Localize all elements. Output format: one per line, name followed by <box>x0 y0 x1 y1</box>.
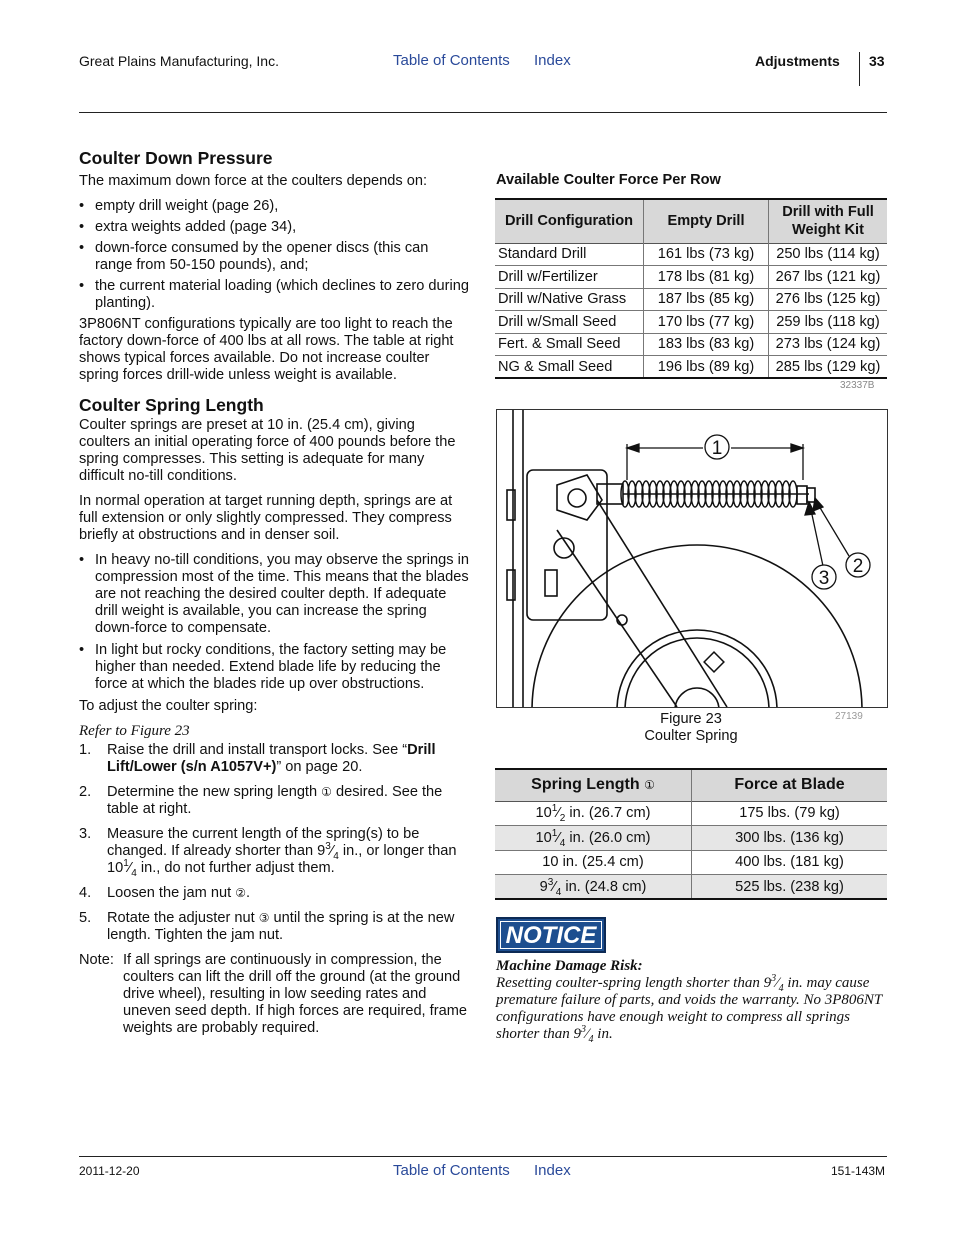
force-table-body <box>495 243 887 378</box>
intro-text: The maximum down force at the coulters depends on: <box>79 173 427 189</box>
coulter-spring-figure <box>496 409 888 708</box>
callout-2-icon: ② <box>235 886 246 900</box>
footer-document-number: 151-143M <box>831 1164 886 1178</box>
step-item <box>79 784 469 818</box>
figure-title: Coulter Spring <box>644 728 738 744</box>
table-cell: Drill w/Native Grass <box>495 288 644 311</box>
figure-caption <box>586 711 796 745</box>
column-header <box>495 769 692 801</box>
step-text: Determine the new spring length <box>107 784 322 800</box>
table-cell: 187 lbs (85 kg) <box>644 288 769 311</box>
spring-length-cell: $9^3⁄_4$ in. (24.8 cm) <box>495 875 692 900</box>
step-text: ” on page 20. <box>276 759 363 775</box>
condition-list <box>79 552 469 693</box>
step-number: 3. <box>79 826 92 842</box>
notice-text: Resetting coulter-spring length shorter than $9^3⁄_4$ in. may cause premature failure of parts, and voids the warranty. No 3P806NT configurations have enough weight to compress all springs shorter than $9^3⁄_4$ in. <box>496 973 882 1045</box>
table-cell: 273 lbs (124 kg) <box>775 336 881 353</box>
step-text: . <box>245 885 251 901</box>
spring-length-cell: $10^1⁄_2$ in. (26.7 cm) <box>495 801 692 826</box>
step-text: in., or longer than 10 <box>107 843 457 876</box>
step-text: until the spring is at the new length. Tighten the jam nut. <box>107 910 455 943</box>
coulter-force-table <box>495 198 887 379</box>
table-row <box>495 826 887 851</box>
note-text: If all springs are continuously in compression, the coulters can lift the drill off the ground (at the ground drive wheel), resulting in low seeding rates and uneven seed depth. If high forces are required, frame weights are probably required. <box>123 952 467 1036</box>
list-item: • extra weights added (page 34), <box>79 219 469 236</box>
toc-link[interactable]: Table of Contents <box>393 52 510 69</box>
header-rule <box>79 112 887 113</box>
step-text: Loosen the jam nut <box>107 885 236 901</box>
table-row <box>495 356 887 379</box>
notice-title: Machine Damage Risk: <box>496 958 643 974</box>
table-cell: Drill w/Small Seed <box>495 311 644 334</box>
table-row <box>495 801 887 826</box>
fraction-denominator: 4 <box>333 850 339 862</box>
table-cell: 178 lbs (81 kg) <box>644 266 769 289</box>
table-row <box>495 875 887 900</box>
index-link[interactable]: Index <box>534 52 571 69</box>
table-cell: 196 lbs (89 kg) <box>644 356 769 379</box>
callout-1-icon: ① <box>644 778 655 793</box>
company-name: Great Plains Manufacturing, Inc. <box>79 53 279 69</box>
footer-date: 2011-12-20 <box>79 1164 140 1178</box>
notice-badge <box>496 917 606 953</box>
step-number: 4. <box>79 885 92 901</box>
footer-index-link[interactable]: Index <box>534 1162 571 1179</box>
table-cell: 250 lbs (114 kg) <box>776 246 880 263</box>
list-item: • In heavy no-till conditions, you may observe the springs in compression most of the time. This means that the blades are not reaching the desired coulter depth. If adequate drill weight is available, you can increase the spring down-force to compensate. <box>79 552 469 637</box>
operation-paragraph: In normal operation at target running depth, springs are at full extension or only slightly compressed. They compress briefly at obstructions and in denser soil. <box>79 493 453 543</box>
table-row <box>495 288 887 311</box>
table-cell: 259 lbs (118 kg) <box>776 313 880 330</box>
factor-list <box>79 198 469 312</box>
table-cell: 170 lbs (77 kg) <box>644 311 769 334</box>
drill-lift-lower-link[interactable]: Drill Lift/Lower (s/n A1057V+) <box>107 742 436 775</box>
step-text: Rotate the adjuster nut <box>107 910 259 926</box>
step-number: 5. <box>79 910 92 926</box>
table-cell: Standard Drill <box>495 243 644 266</box>
list-item: • empty drill weight (page 26), <box>79 198 469 215</box>
spring-table-body <box>495 801 887 899</box>
force-table-caption: Available Coulter Force Per Row <box>496 172 721 188</box>
list-item: • In light but rocky conditions, the factory setting may be higher than needed. Extend blade life by reducing the force at which the blades ride up over obstructions. <box>79 642 469 693</box>
figure-reference: Refer to Figure 23 <box>79 723 190 739</box>
force-cell: 175 lbs. (79 kg) <box>739 805 840 822</box>
fraction-numerator: 3 <box>325 841 331 853</box>
force-cell: 400 lbs. (181 kg) <box>735 854 844 871</box>
step-text: in., do not further adjust them. <box>136 860 335 876</box>
footer-rule <box>79 1156 887 1157</box>
table-row <box>495 850 887 875</box>
table-cell: 183 lbs (83 kg) <box>644 333 769 356</box>
note-label: Note: <box>79 952 114 968</box>
notice-block <box>496 958 888 1043</box>
force-cell: 525 lbs. (238 kg) <box>735 878 844 895</box>
column-header: Drill with Full Weight Kit <box>769 199 888 243</box>
header-divider <box>859 52 860 86</box>
preset-paragraph: Coulter springs are preset at 10 in. (25.4 cm), giving coulters an initial operating force of 400 pounds before the spring compresses. This setting is adequate for many difficult no-till conditions. <box>79 417 456 484</box>
step-number: 1. <box>79 742 92 758</box>
section-title: Adjustments <box>755 53 840 69</box>
step-text: Raise the drill and install transport locks. See “ <box>107 742 408 758</box>
table-row <box>495 266 887 289</box>
spring-length-table <box>495 768 887 900</box>
force-cell: 300 lbs. (136 kg) <box>735 829 844 846</box>
figure-label: Figure 23 <box>660 711 722 727</box>
column-header: Empty Drill <box>644 199 769 243</box>
adjustment-steps <box>79 742 469 944</box>
table-cell: 285 lbs (129 kg) <box>775 358 881 375</box>
step-item <box>79 885 469 902</box>
fraction-numerator: 1 <box>123 858 129 870</box>
table-cell: 267 lbs (121 kg) <box>775 268 881 285</box>
callout-1-icon: ① <box>321 785 332 799</box>
page-number: 33 <box>869 53 885 69</box>
spring-length-header: Spring Length <box>531 776 640 794</box>
column-header: Force at Blade <box>692 769 888 801</box>
spring-length-cell: 10 in. (25.4 cm) <box>495 850 692 875</box>
figure-callout: 2 <box>852 556 864 577</box>
step-item: 3. Measure the current length of the spring(s) to be changed. If already shorter than $9^3⁄_4$ in., or longer than $10^1⁄_4$ in., do not further adjust them. <box>79 826 457 879</box>
table-reference-number: 32337B <box>840 380 875 391</box>
list-item: • down-force consumed by the opener discs (this can range from 50-150 pounds), and; <box>79 240 469 274</box>
callout-3-icon: ③ <box>258 911 270 925</box>
table-row <box>495 311 887 334</box>
heading-coulter-down-pressure: Coulter Down Pressure <box>79 148 273 168</box>
list-item: • the current material loading (which declines to zero during planting). <box>79 278 469 312</box>
coulter-spring-drawing <box>497 410 887 707</box>
figure-reference-number: 27139 <box>835 711 863 722</box>
fraction-denominator: 4 <box>131 867 137 879</box>
step-item <box>79 910 469 944</box>
heading-coulter-spring-length: Coulter Spring Length <box>79 395 264 415</box>
table-cell: 276 lbs (125 kg) <box>775 291 881 308</box>
step-text: desired. See the table at right. <box>107 784 443 817</box>
step-text: Measure the current length of the spring(s) to be changed. If already shorter than 9 <box>107 826 420 859</box>
step-item <box>79 742 469 776</box>
table-cell: Fert. & Small Seed <box>495 333 644 356</box>
configuration-paragraph: 3P806NT configurations typically are too light to reach the factory down-force of 400 lbs at all rows. The table at right shows typical forces available. Do not increase coulter spring forces drill-wide unless weight is available. <box>79 316 454 383</box>
table-cell: Drill w/Fertilizer <box>495 266 644 289</box>
table-row <box>495 243 887 266</box>
figure-callout: 1 <box>711 438 723 459</box>
figure-callout: 3 <box>818 568 830 589</box>
footer-toc-link[interactable]: Table of Contents <box>393 1162 510 1179</box>
left-column <box>79 150 469 1037</box>
step-number: 2. <box>79 784 92 800</box>
note-block <box>79 952 469 1037</box>
notice-label: NOTICE <box>505 922 597 949</box>
adjust-intro: To adjust the coulter spring: <box>79 698 258 714</box>
spring-length-cell: $10^1⁄_4$ in. (26.0 cm) <box>495 826 692 851</box>
table-row <box>495 333 887 356</box>
column-header: Drill Configuration <box>495 199 644 243</box>
table-cell: 161 lbs (73 kg) <box>644 243 769 266</box>
table-cell: NG & Small Seed <box>495 356 644 379</box>
